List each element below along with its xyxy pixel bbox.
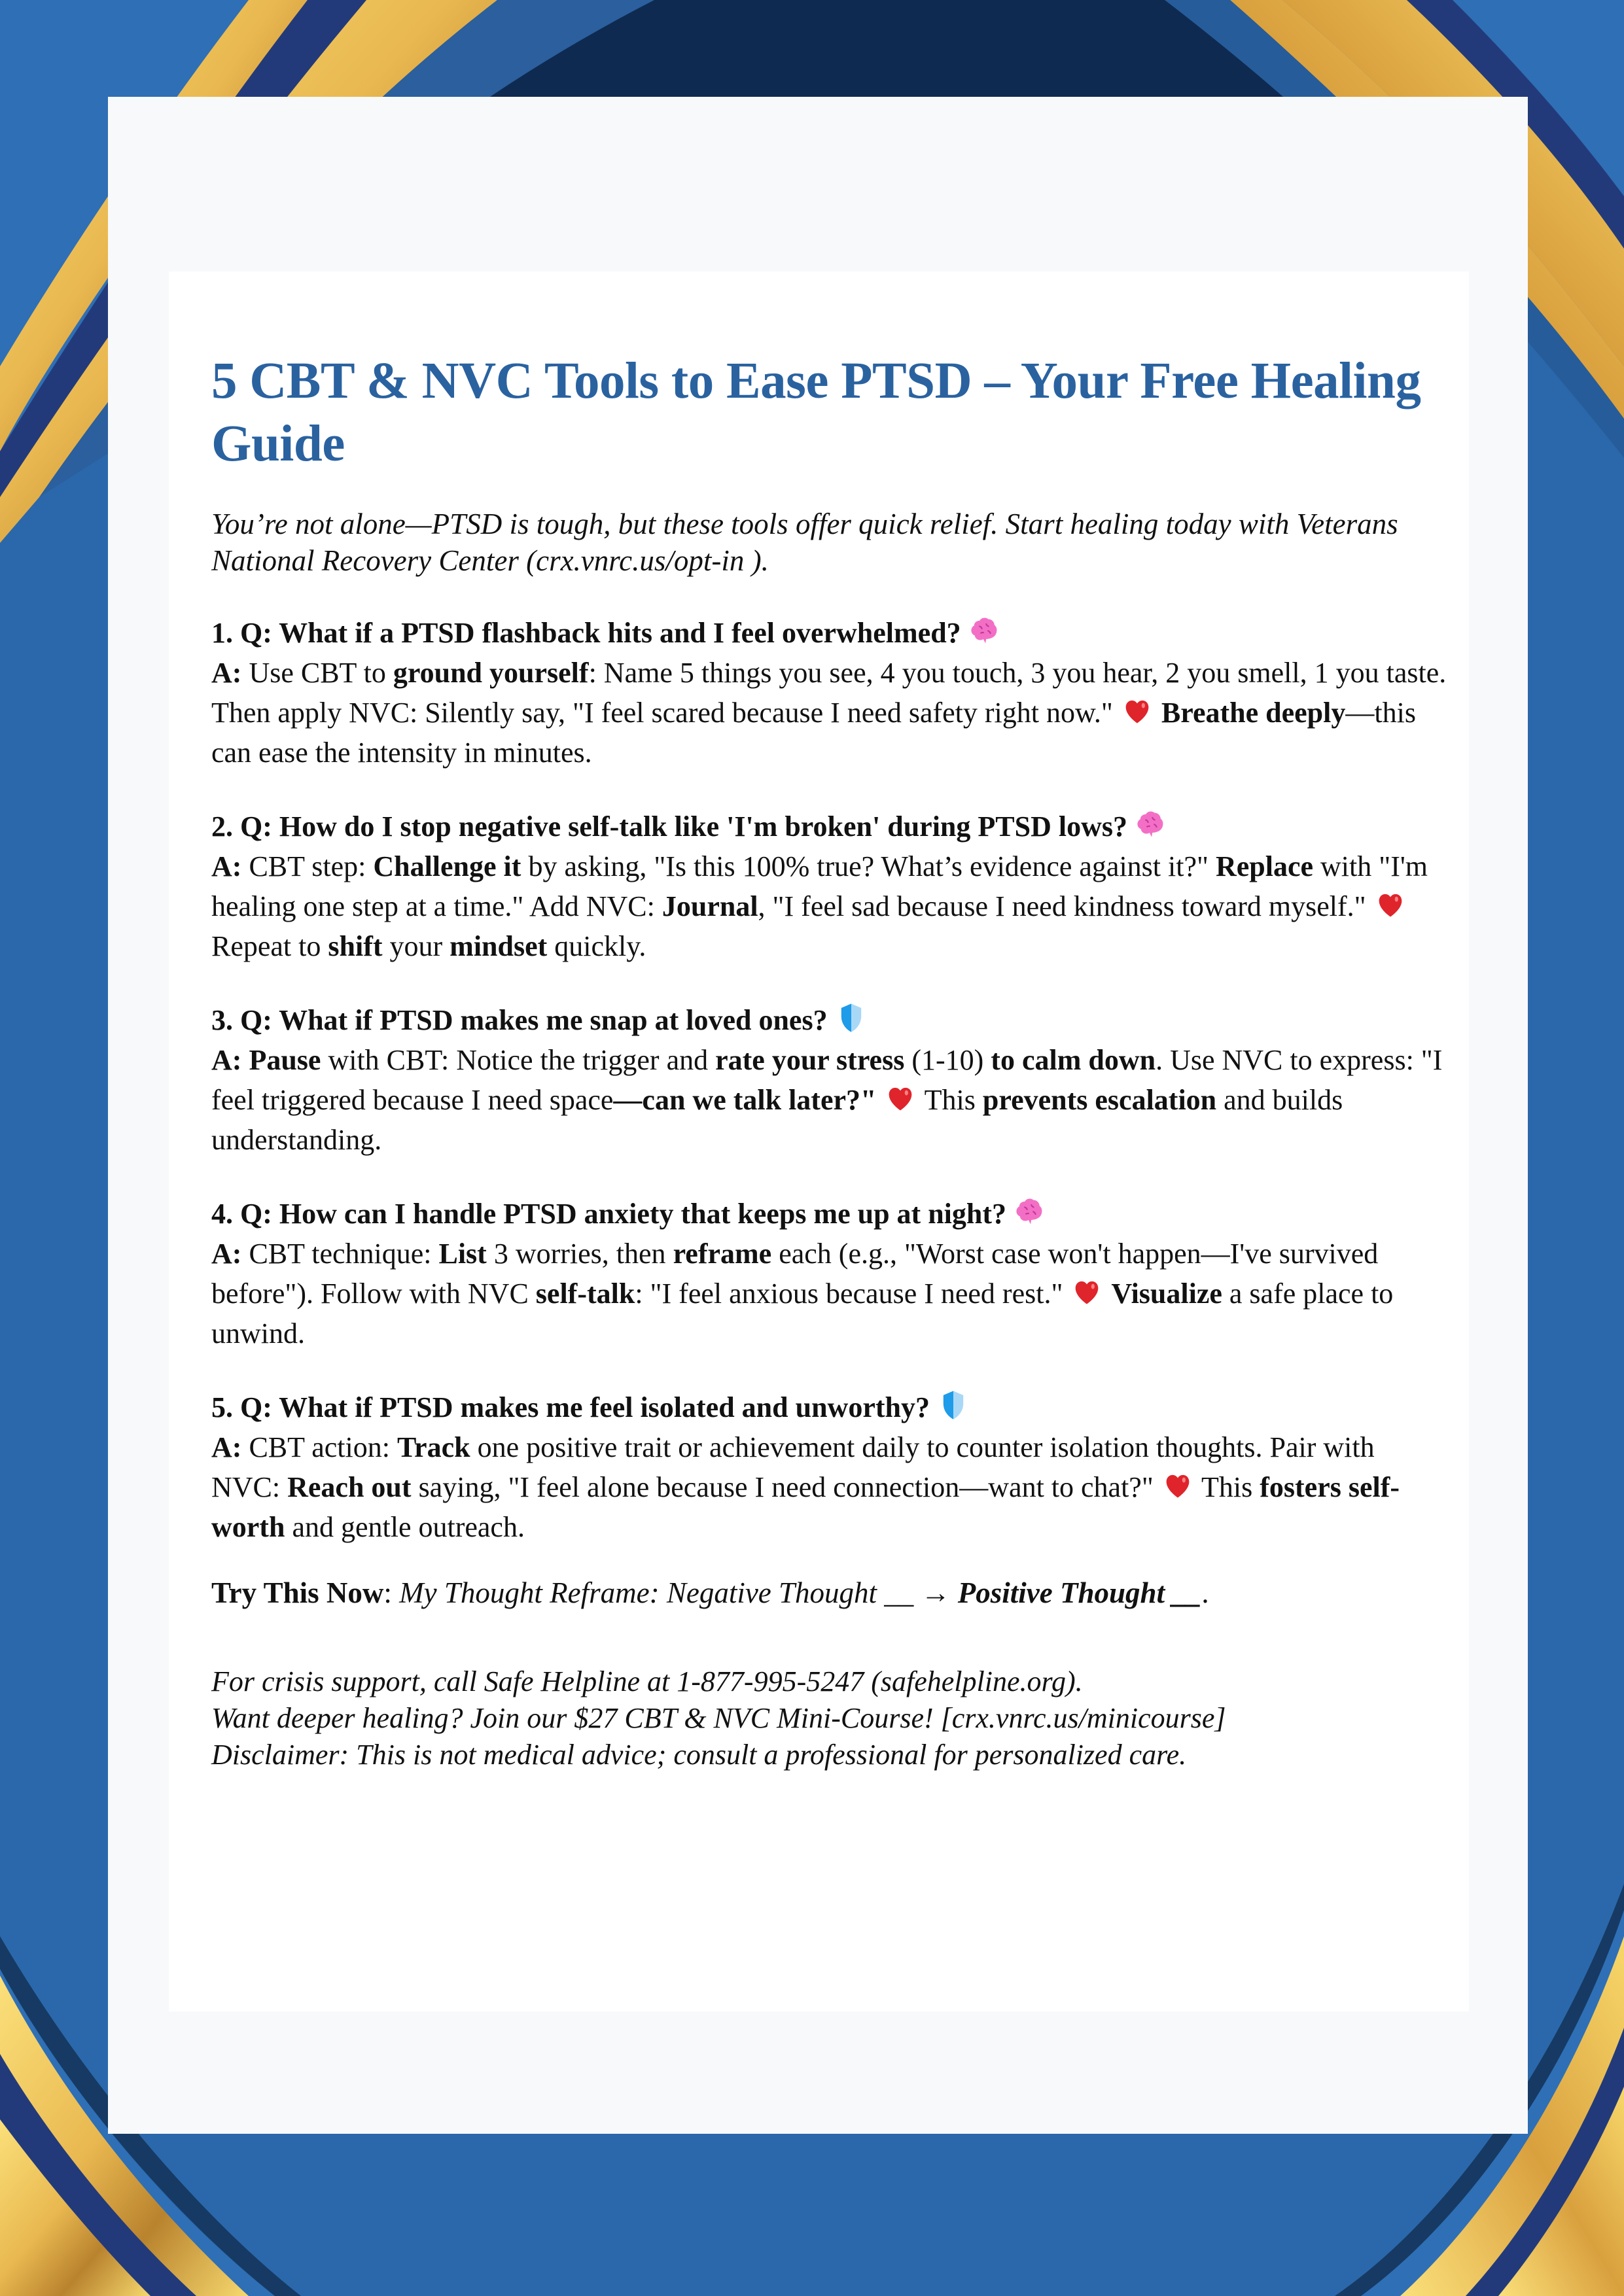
answer-text: , "I feel sad because I need kindness toward myself." bbox=[758, 890, 1373, 922]
answer-emphasis: reframe bbox=[673, 1238, 772, 1270]
try-this-end: . bbox=[1201, 1576, 1209, 1609]
try-this-now bbox=[211, 1574, 1448, 1611]
answer-emphasis: shift bbox=[328, 930, 383, 962]
answer-emphasis: Track bbox=[397, 1431, 470, 1463]
heart-icon bbox=[883, 1081, 917, 1115]
qa-item bbox=[211, 1000, 1448, 1160]
qa-list bbox=[211, 613, 1448, 1547]
question bbox=[211, 1000, 1448, 1040]
crisis-support-line: For crisis support, call Safe Helpline at 1-877-995-5247 (safehelpline.org). bbox=[211, 1665, 1083, 1697]
answer-text: your bbox=[382, 930, 450, 962]
answer-label: A: bbox=[211, 1044, 242, 1076]
answer-text: This bbox=[917, 1084, 983, 1116]
question-text: 4. Q: How can I handle PTSD anxiety that keeps me up at night? bbox=[211, 1198, 1007, 1230]
answer-emphasis: self-talk bbox=[535, 1278, 635, 1310]
shield-icon bbox=[834, 1001, 868, 1035]
answer-text bbox=[876, 1084, 883, 1116]
answer-text: each (e.g., "Worst case won't happen—I've survived before"). Follow with NVC bbox=[211, 1238, 1379, 1310]
answer-label: A: bbox=[211, 850, 242, 882]
heart-icon bbox=[1161, 1468, 1195, 1502]
answer-text: by asking, "Is this 100% true? What’s evidence against it?" bbox=[521, 850, 1216, 882]
answer-label: A: bbox=[211, 657, 242, 689]
answer-emphasis: prevents escalation bbox=[982, 1084, 1217, 1116]
shield-icon bbox=[936, 1388, 970, 1422]
question-text: 2. Q: How do I stop negative self-talk like 'I'm broken' during PTSD lows? bbox=[211, 810, 1127, 843]
answer-emphasis: Challenge it bbox=[373, 850, 521, 882]
brain-icon bbox=[1134, 807, 1168, 841]
answer-emphasis: Replace bbox=[1215, 850, 1314, 882]
answer-text: saying, "I feel alone because I need connection—want to chat?" bbox=[411, 1471, 1161, 1503]
question-text: 5. Q: What if PTSD makes me feel isolated and unworthy? bbox=[211, 1391, 930, 1423]
brain-icon bbox=[968, 614, 1002, 648]
page-title: 5 CBT & NVC Tools to Ease PTSD – Your Free Healing Guide bbox=[211, 353, 1421, 472]
answer-emphasis: List bbox=[438, 1238, 487, 1270]
heart-icon bbox=[1070, 1274, 1104, 1308]
question-text: 3. Q: What if PTSD makes me snap at loved ones? bbox=[211, 1004, 828, 1036]
answer-emphasis: rate your stress bbox=[715, 1044, 905, 1076]
answer-emphasis: Pause bbox=[249, 1044, 321, 1076]
answer-emphasis: fosters self-worth bbox=[211, 1471, 1400, 1543]
answer-text: quickly. bbox=[547, 930, 646, 962]
question bbox=[211, 807, 1448, 846]
answer bbox=[211, 846, 1448, 966]
answer-text: : "I feel anxious because I need rest." bbox=[635, 1278, 1070, 1310]
intro-paragraph: You’re not alone—PTSD is tough, but these tools offer quick relief. Start healing today with Veterans National Recovery Center (crx.vnrc.us/opt-in ). bbox=[211, 508, 1398, 577]
answer-text bbox=[241, 1044, 249, 1076]
qa-item bbox=[211, 807, 1448, 966]
answer-text: Use CBT to bbox=[241, 657, 393, 689]
answer-emphasis: mindset bbox=[450, 930, 548, 962]
answer-text: —this can ease the intensity in minutes. bbox=[211, 697, 1416, 769]
answer-emphasis: to calm down bbox=[991, 1044, 1156, 1076]
disclaimer-line: Disclaimer: This is not medical advice; consult a professional for personalized care. bbox=[211, 1739, 1187, 1771]
answer-emphasis: Reach out bbox=[287, 1471, 412, 1503]
answer-text: CBT step: bbox=[241, 850, 374, 882]
footer-notes bbox=[211, 1663, 1448, 1773]
answer-text: with CBT: Notice the trigger and bbox=[321, 1044, 716, 1076]
answer-emphasis: Journal bbox=[662, 890, 758, 922]
answer-text: one positive trait or achievement daily to counter isolation thoughts. Pair with NVC: bbox=[211, 1431, 1375, 1503]
answer-text: 3 worries, then bbox=[486, 1238, 673, 1270]
answer bbox=[211, 653, 1448, 773]
answer-text bbox=[1154, 697, 1161, 729]
answer-text: with "I'm healing one step at a time." Add NVC: bbox=[211, 850, 1428, 922]
answer-text bbox=[1104, 1278, 1111, 1310]
question bbox=[211, 613, 1448, 653]
answer-text: : Name 5 things you see, 4 you touch, 3 you hear, 2 you smell, 1 you taste. Then apply NVC: Silently say, "I feel scared because I need safety right now." bbox=[211, 657, 1447, 729]
answer-text: CBT action: bbox=[241, 1431, 397, 1463]
answer-text: a safe place to unwind. bbox=[211, 1278, 1394, 1349]
answer-text: This bbox=[1194, 1471, 1260, 1503]
answer-text: CBT technique: bbox=[241, 1238, 439, 1270]
brain-icon bbox=[1013, 1194, 1047, 1228]
try-this-label: Try This Now bbox=[211, 1576, 384, 1609]
question bbox=[211, 1387, 1448, 1427]
heart-icon bbox=[1373, 887, 1407, 921]
qa-item bbox=[211, 1387, 1448, 1547]
answer-emphasis: —can we talk later?" bbox=[613, 1084, 877, 1116]
qa-item bbox=[211, 613, 1448, 773]
qa-item bbox=[211, 1194, 1448, 1353]
answer bbox=[211, 1234, 1448, 1353]
answer-label: A: bbox=[211, 1431, 242, 1463]
question-text: 1. Q: What if a PTSD flashback hits and I feel overwhelmed? bbox=[211, 617, 961, 649]
answer bbox=[211, 1040, 1448, 1160]
try-this-prompt: My Thought Reframe: Negative Thought __ → bbox=[399, 1576, 958, 1609]
guide-content bbox=[211, 350, 1448, 1773]
answer-text: and builds understanding. bbox=[211, 1084, 1343, 1156]
try-this-colon: : bbox=[383, 1576, 400, 1609]
answer-emphasis: Breathe deeply bbox=[1161, 697, 1346, 729]
answer-text: (1-10) bbox=[904, 1044, 991, 1076]
mini-course-line: Want deeper healing? Join our $27 CBT & NVC Mini-Course! [crx.vnrc.us/minicourse] bbox=[211, 1702, 1226, 1734]
answer-text: Repeat to bbox=[211, 930, 328, 962]
try-this-positive: Positive Thought __ bbox=[957, 1576, 1202, 1609]
answer-text: . Use NVC to express: "I feel triggered because I need space bbox=[211, 1044, 1443, 1116]
answer-text: and gentle outreach. bbox=[285, 1511, 525, 1543]
answer-emphasis: Visualize bbox=[1111, 1278, 1222, 1310]
answer-label: A: bbox=[211, 1238, 242, 1270]
question bbox=[211, 1194, 1448, 1234]
answer-emphasis: ground yourself bbox=[393, 657, 589, 689]
answer bbox=[211, 1427, 1448, 1547]
heart-icon bbox=[1120, 693, 1154, 727]
